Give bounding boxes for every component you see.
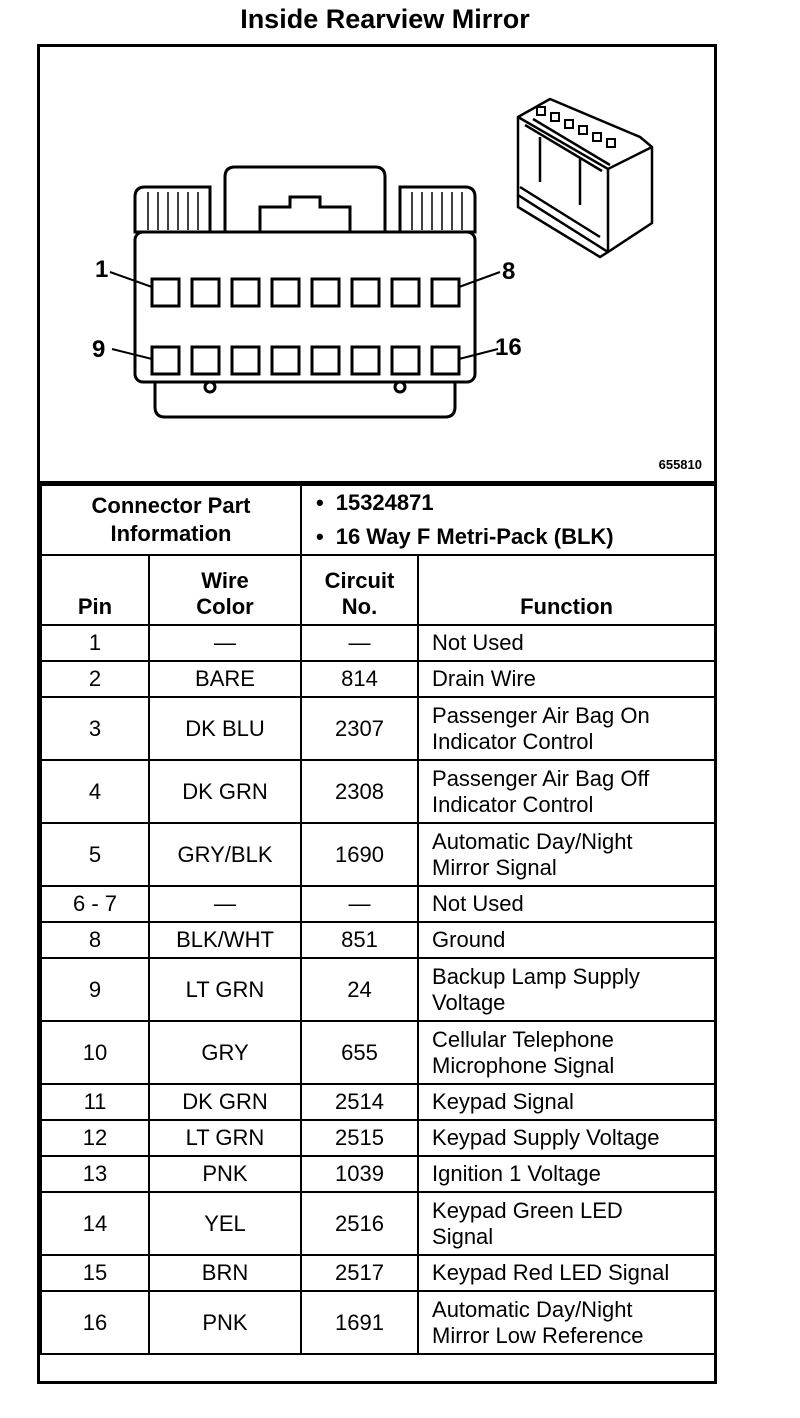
function-cell: Not Used	[418, 886, 715, 922]
table-row	[41, 1021, 715, 1084]
function-cell: Drain Wire	[418, 661, 715, 697]
table-row	[41, 1084, 715, 1120]
connector-info-row	[41, 485, 715, 555]
pin-cavity	[432, 347, 459, 374]
circuit-cell: 1039	[301, 1156, 418, 1192]
table-row	[41, 958, 715, 1021]
part-number: • 15324871	[340, 486, 714, 520]
connector-bottom-rail	[155, 382, 455, 417]
connector-description: • 16 Way F Metri-Pack (BLK)	[340, 520, 714, 554]
wire-color-cell: DK GRN	[149, 1084, 301, 1120]
connector-diagram	[40, 47, 714, 484]
wire-color-cell: —	[149, 625, 301, 661]
pin-cell: 10	[41, 1021, 149, 1084]
function-cell: Not Used	[418, 625, 715, 661]
function-cell: Passenger Air Bag Off Indicator Control	[418, 760, 715, 823]
function-cell: Automatic Day/Night Mirror Signal	[418, 823, 715, 886]
circuit-cell: 2515	[301, 1120, 418, 1156]
function-cell: Cellular Telephone Microphone Signal	[418, 1021, 715, 1084]
pin-cavity	[272, 347, 299, 374]
wire-color-cell: BLK/WHT	[149, 922, 301, 958]
wire-color-cell: BRN	[149, 1255, 301, 1291]
wire-color-cell: DK BLU	[149, 697, 301, 760]
wire-color-cell: —	[149, 886, 301, 922]
pin-label-1: 1	[95, 256, 109, 283]
table-row	[41, 1291, 715, 1354]
table-row	[41, 1156, 715, 1192]
function-cell: Passenger Air Bag On Indicator Control	[418, 697, 715, 760]
pin-cavity	[432, 279, 459, 306]
pin-cavity	[152, 347, 179, 374]
pin-cavity	[312, 347, 339, 374]
wire-color-cell: PNK	[149, 1156, 301, 1192]
pin-cavity	[392, 279, 419, 306]
pin-cell: 11	[41, 1084, 149, 1120]
connector-info-values	[301, 485, 715, 555]
function-cell: Keypad Red LED Signal	[418, 1255, 715, 1291]
circuit-cell: 655	[301, 1021, 418, 1084]
pin-label-16: 16	[495, 334, 522, 361]
table-row	[41, 922, 715, 958]
function-cell: Ground	[418, 922, 715, 958]
wire-color-cell: LT GRN	[149, 1120, 301, 1156]
connector-face	[135, 232, 475, 382]
pin-cell: 8	[41, 922, 149, 958]
circuit-cell: —	[301, 625, 418, 661]
header-pin: Pin	[41, 555, 149, 625]
table-row	[41, 1120, 715, 1156]
circuit-cell: 2308	[301, 760, 418, 823]
pin-cavity	[312, 279, 339, 306]
function-cell: Backup Lamp Supply Voltage	[418, 958, 715, 1021]
pin-cell: 9	[41, 958, 149, 1021]
figure-number: 655810	[658, 457, 702, 472]
wire-color-cell: GRY	[149, 1021, 301, 1084]
circuit-cell: 2514	[301, 1084, 418, 1120]
connector-frame	[37, 44, 717, 1384]
table-row	[41, 760, 715, 823]
circuit-cell: 24	[301, 958, 418, 1021]
circuit-cell: 814	[301, 661, 418, 697]
function-cell: Automatic Day/Night Mirror Low Reference	[418, 1291, 715, 1354]
table-row	[41, 886, 715, 922]
table-row	[41, 1255, 715, 1291]
page-title: Inside Rearview Mirror	[240, 4, 530, 34]
pin-cell: 2	[41, 661, 149, 697]
pin-cell: 13	[41, 1156, 149, 1192]
circuit-cell: 2307	[301, 697, 418, 760]
pin-cell: 1	[41, 625, 149, 661]
table-row	[41, 625, 715, 661]
table-body	[41, 625, 715, 1354]
circuit-cell: 851	[301, 922, 418, 958]
table-row	[41, 697, 715, 760]
pin-cavity	[352, 347, 379, 374]
pin-cavity	[152, 279, 179, 306]
pin-cavity	[232, 279, 259, 306]
table-row	[41, 823, 715, 886]
function-cell: Keypad Supply Voltage	[418, 1120, 715, 1156]
circuit-cell: 1691	[301, 1291, 418, 1354]
circuit-cell: 2517	[301, 1255, 418, 1291]
pin-cavity	[232, 347, 259, 374]
wire-color-cell: BARE	[149, 661, 301, 697]
header-wire-color: Wire Color	[149, 555, 301, 625]
connector-latch	[260, 197, 350, 232]
pinout-table	[40, 484, 716, 1355]
pin-cell: 15	[41, 1255, 149, 1291]
function-cell: Keypad Signal	[418, 1084, 715, 1120]
connector-iso-view	[518, 99, 652, 257]
pin-cell: 14	[41, 1192, 149, 1255]
header-row	[41, 555, 715, 625]
table-row	[41, 1192, 715, 1255]
function-cell: Keypad Green LED Signal	[418, 1192, 715, 1255]
pin-cell: 5	[41, 823, 149, 886]
pin-cavity	[392, 347, 419, 374]
pin-cavity	[192, 279, 219, 306]
circuit-cell: —	[301, 886, 418, 922]
pin-cell: 16	[41, 1291, 149, 1354]
wire-color-cell: PNK	[149, 1291, 301, 1354]
wire-color-cell: GRY/BLK	[149, 823, 301, 886]
pin-cell: 12	[41, 1120, 149, 1156]
pin-cell: 4	[41, 760, 149, 823]
wire-color-cell: LT GRN	[149, 958, 301, 1021]
pin-label-9: 9	[92, 336, 106, 363]
table-row	[41, 661, 715, 697]
pin-cavity	[272, 279, 299, 306]
pin-cavity	[192, 347, 219, 374]
pin-cavity	[352, 279, 379, 306]
circuit-cell: 1690	[301, 823, 418, 886]
pin-cell: 3	[41, 697, 149, 760]
wire-color-cell: DK GRN	[149, 760, 301, 823]
connector-face-drawing	[40, 47, 714, 481]
header-circuit: Circuit No.	[301, 555, 418, 625]
function-cell: Ignition 1 Voltage	[418, 1156, 715, 1192]
pin-cell: 6 - 7	[41, 886, 149, 922]
connector-body	[135, 167, 475, 232]
circuit-cell: 2516	[301, 1192, 418, 1255]
wire-color-cell: YEL	[149, 1192, 301, 1255]
connector-info-label: Connector Part Information	[41, 485, 301, 555]
pin-label-8: 8	[502, 258, 516, 285]
header-function: Function	[418, 555, 715, 625]
